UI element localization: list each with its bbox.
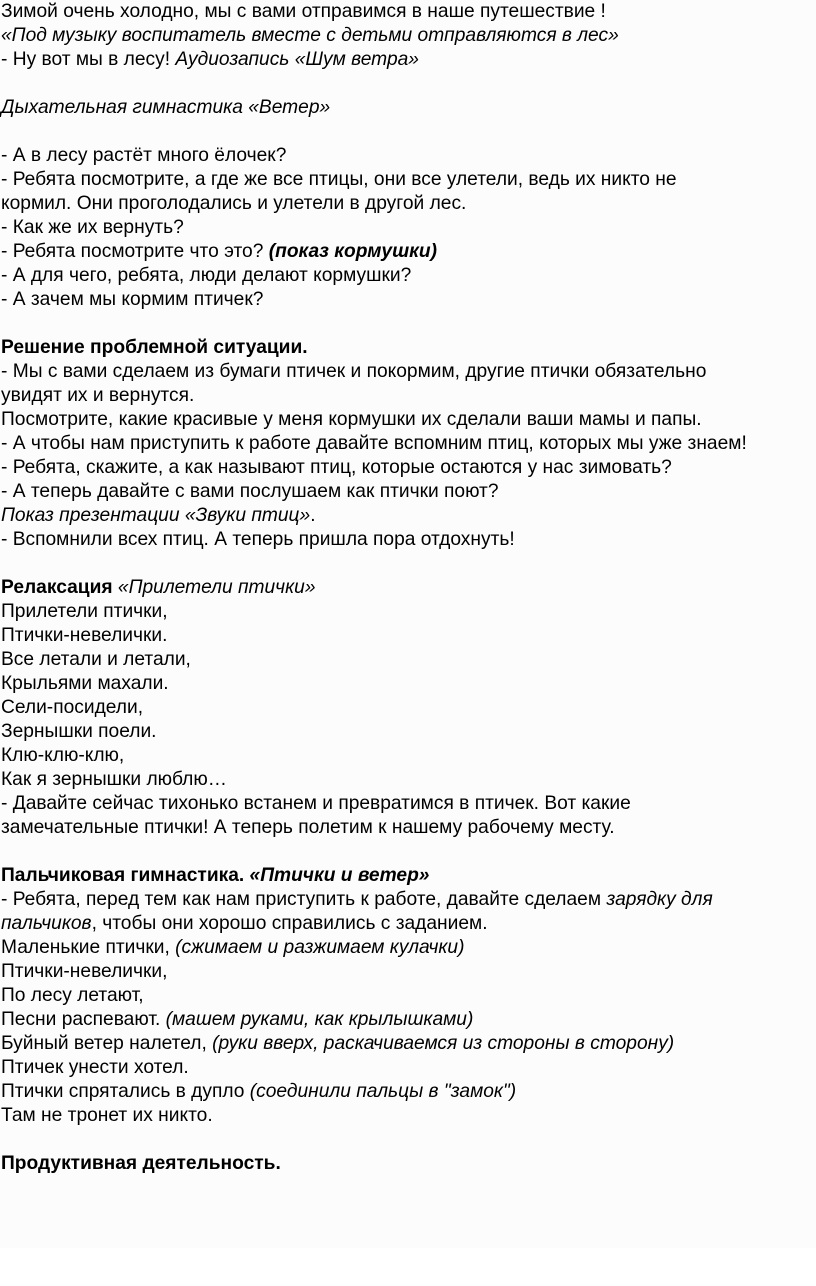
birds-line-6: - А для чего, ребята, люди делают кормушки? xyxy=(1,265,412,286)
birds-line-5-text: - Ребята посмотрите что это? xyxy=(1,241,269,262)
finger-line-3 xyxy=(0,936,816,960)
intro-line-3-text: - Ну вот мы в лесу! xyxy=(1,49,176,70)
birds-line-3: кормил. Они проголодались и улетели в другой лес. xyxy=(1,193,467,214)
finger-line-9-text: Птички спрятались в дупло xyxy=(1,1081,250,1102)
finger-line-10: Там не тронет их никто. xyxy=(1,1105,213,1126)
spacer xyxy=(0,72,816,96)
relax-verse-line: Все летали и летали, xyxy=(1,649,191,670)
problem-line-5: - Ребята, скажите, а как называют птиц, которые остаются у нас зимовать? xyxy=(1,457,672,478)
relax-verse-line: Сели-посидели, xyxy=(1,697,144,718)
spacer xyxy=(0,840,816,864)
problem-line-7-period: . xyxy=(310,505,316,526)
problem-line-3: Посмотрите, какие красивые у меня кормушки их сделали ваши мамы и папы. xyxy=(1,409,702,430)
relax-verse-line: Как я зернышки люблю… xyxy=(1,769,227,790)
finger-title xyxy=(0,864,816,888)
relax-verse-line: Клю-клю-клю, xyxy=(1,745,125,766)
finger-line-1-italic: зарядку для xyxy=(606,889,713,910)
finger-line-3-text: Маленькие птички, xyxy=(1,937,176,958)
relax-verse-line: Прилетели птички, xyxy=(1,601,168,622)
problem-title: Решение проблемной ситуации. xyxy=(1,337,308,358)
finger-line-7 xyxy=(0,1032,816,1056)
spacer xyxy=(0,312,816,336)
relax-verse-line: Зернышки поели. xyxy=(1,721,157,742)
finger-line-3-italic: (сжимаем и разжимаем кулачки) xyxy=(175,937,465,958)
relax-title-bold: Релаксация xyxy=(1,577,113,598)
breathing-title: Дыхательная гимнастика «Ветер» xyxy=(1,97,331,118)
problem-line-6: - А теперь давайте с вами послушаем как птички поют? xyxy=(1,481,499,502)
problem-line-8: - Вспомнили всех птиц. А теперь пришла пора отдохнуть! xyxy=(1,529,515,550)
finger-line-7-italic: (руки вверх, раскачиваемся из стороны в сторону) xyxy=(212,1033,675,1054)
finger-line-1 xyxy=(0,888,816,912)
spacer xyxy=(0,120,816,144)
finger-line-2-text: , чтобы они хорошо справились с заданием. xyxy=(91,913,488,934)
birds-line-2: - Ребята посмотрите, а где же все птицы, они все улетели, ведь их никто не xyxy=(1,169,677,190)
productive-title: Продуктивная деятельность. xyxy=(1,1153,281,1174)
finger-line-4: Птички-невелички, xyxy=(1,961,168,982)
relax-line-1: - Давайте сейчас тихонько встанем и превратимся в птичек. Вот какие xyxy=(1,793,631,814)
finger-line-7-text: Буйный ветер налетел, xyxy=(1,1033,213,1054)
intro-line-3-italic: Аудиозапись «Шум ветра» xyxy=(175,49,419,70)
finger-line-6-italic: (машем руками, как крылышками) xyxy=(165,1009,474,1030)
problem-line-2: увидят их и вернутся. xyxy=(1,385,195,406)
finger-line-6 xyxy=(0,1008,816,1032)
problem-line-4: - А чтобы нам приступить к работе давайте вспомним птиц, которых мы уже знаем! xyxy=(1,433,747,454)
relax-verse-line: Птички-невелички. xyxy=(1,625,168,646)
birds-line-7: - А зачем мы кормим птичек? xyxy=(1,289,264,310)
relax-line-2: замечательные птички! А теперь полетим к нашему рабочему месту. xyxy=(1,817,615,838)
finger-line-2 xyxy=(0,912,816,936)
problem-line-7 xyxy=(0,504,816,528)
intro-line-3 xyxy=(0,48,816,72)
intro-line-2: «Под музыку воспитатель вместе с детьми отправляются в лес» xyxy=(1,25,619,46)
finger-title-bold-italic: «Птички и ветер» xyxy=(249,865,430,886)
problem-line-1: - Мы с вами сделаем из бумаги птичек и покормим, другие птички обязательно xyxy=(1,361,707,382)
relax-title xyxy=(0,576,816,600)
finger-title-bold: Пальчиковая гимнастика. xyxy=(1,865,250,886)
finger-line-9 xyxy=(0,1080,816,1104)
spacer xyxy=(0,1128,816,1152)
spacer xyxy=(0,552,816,576)
finger-line-2-italic: пальчиков xyxy=(1,913,92,934)
birds-line-1: - А в лесу растёт много ёлочек? xyxy=(1,145,287,166)
finger-line-5: По лесу летают, xyxy=(1,985,144,1006)
relax-title-italic: «Прилетели птички» xyxy=(112,577,316,598)
birds-line-4: - Как же их вернуть? xyxy=(1,217,184,238)
finger-line-8: Птичек унести хотел. xyxy=(1,1057,189,1078)
relax-verse-line: Крыльями махали. xyxy=(1,673,169,694)
birds-line-5 xyxy=(0,240,816,264)
finger-line-1-text: - Ребята, перед тем как нам приступить к работе, давайте сделаем xyxy=(1,889,607,910)
birds-line-5-emphasis: (показ кормушки) xyxy=(268,241,437,262)
finger-line-9-italic: (соединили пальцы в "замок") xyxy=(249,1081,517,1102)
intro-line-1: Зимой очень холодно, мы с вами отправимся в наше путешествие ! xyxy=(1,1,606,22)
problem-line-7-italic: Показ презентации «Звуки птиц» xyxy=(1,505,311,526)
finger-line-6-text: Песни распевают. xyxy=(1,1009,166,1030)
